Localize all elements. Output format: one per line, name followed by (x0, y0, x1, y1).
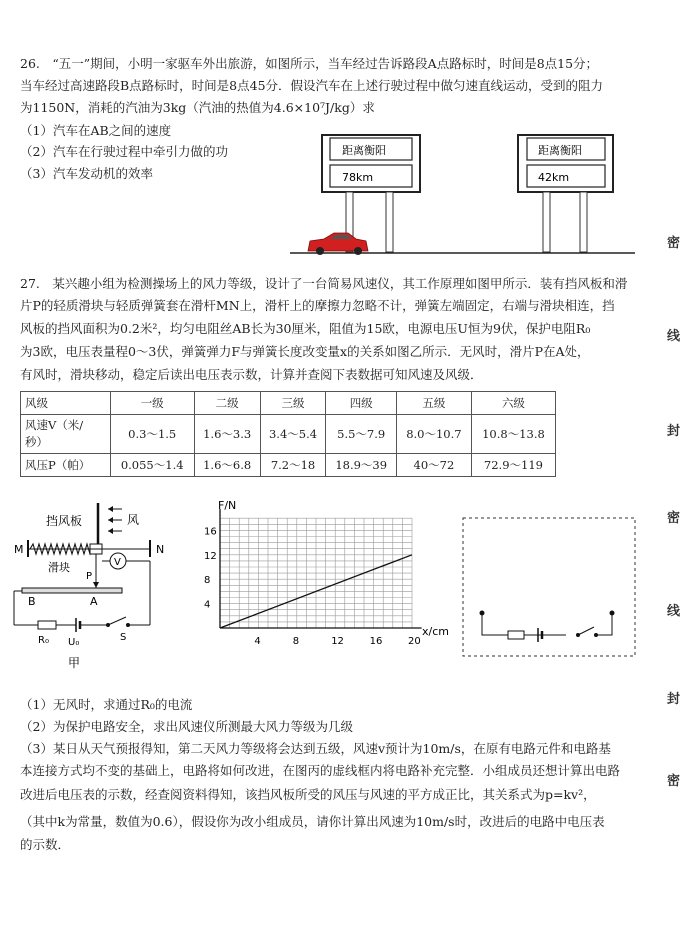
table-header-cell: 六级 (471, 392, 555, 415)
sign-b-value: 42km (538, 171, 570, 184)
binding-mark: 线 (666, 604, 680, 619)
x-tick-label: 16 (369, 636, 383, 647)
table-header-cell: 一级 (110, 392, 194, 415)
table-cell: 40～72 (396, 454, 471, 477)
table-cell: 1.6～6.8 (194, 454, 260, 477)
label-slider: 滑块 (48, 561, 70, 574)
resistor-symbol (508, 631, 524, 639)
table-cell: 3.4～5.4 (260, 415, 326, 454)
binding-mark: 密 (666, 236, 680, 251)
graph-ylabel: F/N (218, 499, 237, 512)
q27-line3: 风板的挡风面积为0.2米²，均匀电阻丝AB长为30厘米，阻值为15欧，电源电压U恒为9伏，保护电阻R₀ (20, 321, 591, 336)
label-a: A (90, 595, 98, 608)
y-tick-label: 8 (204, 575, 211, 587)
table-header-cell: 风级 (21, 392, 111, 415)
q26-sub2: （2）汽车在行驶过程中牵引力做的功 (20, 144, 228, 159)
q27-sub2: （2）为保护电路安全，求出风速仪所测最大风力等级为几级 (20, 719, 353, 734)
table-cell: 72.9～119 (471, 454, 555, 477)
road-sign-figure (290, 135, 640, 265)
q26-sub3: （3）汽车发动机的效率 (20, 166, 153, 181)
table-cell: 10.8～13.8 (471, 415, 555, 454)
table-row (21, 392, 556, 415)
binding-mark: 密 (666, 774, 680, 789)
graph-grid (220, 518, 412, 628)
y-tick-label: 16 (204, 526, 217, 538)
label-v: V (114, 557, 121, 568)
table-row (21, 415, 556, 454)
sign-b-title: 距离衡阳 (538, 144, 582, 157)
table-cell: 0.055～1.4 (110, 454, 194, 477)
caption-jia: 甲 (68, 656, 81, 670)
q26-sub1: （1）汽车在AB之间的速度 (20, 123, 172, 138)
table-cell: 18.9～39 (326, 454, 396, 477)
dashed-circuit-box (462, 517, 638, 659)
binding-mark: 封 (666, 692, 680, 707)
q27-sub3-line5: 的示数． (20, 837, 71, 852)
x-tick-label: 12 (331, 636, 344, 647)
label-p: P (86, 571, 93, 582)
q27-line1: 27. 某兴趣小组为检测操场上的风力等级，设计了一台简易风速仪，其工作原理如图甲所示．装有挡风板和滑 (20, 276, 628, 291)
graph-ticks (204, 526, 421, 647)
wind-level-table (20, 391, 556, 477)
table-cell: 8.0～10.7 (396, 415, 471, 454)
q26-line3: 为1150N，消耗的汽油为3kg（汽油的热值为4.6×10⁷J/kg）求 (20, 100, 375, 115)
x-tick-label: 8 (292, 636, 300, 647)
table-cell: 5.5～7.9 (326, 415, 396, 454)
y-tick-label: 12 (204, 550, 217, 562)
circuit-diagram-jia (10, 495, 180, 675)
q27-line4: 为3欧，电压表量程0～3伏，弹簧弹力F与弹簧长度改变量x的关系如图乙所示．无风时，滑片P在A处， (20, 344, 590, 359)
label-wind: 风 (127, 513, 140, 527)
label-board: 挡风板 (46, 514, 83, 528)
table-row-label (21, 415, 111, 454)
table-cell: 1.6～3.3 (194, 415, 260, 454)
sign-a-title: 距离衡阳 (342, 144, 386, 157)
table-row-label: 风压P（帕） (21, 454, 111, 477)
q26-line1: 26. “五一”期间，小明一家驱车外出旅游，如图所示，当车经过告诉路段A点路标时，时间是8点15分； (20, 56, 599, 71)
x-tick-label: 20 (408, 636, 421, 647)
binding-mark: 密 (666, 511, 680, 526)
label-b: B (28, 595, 36, 608)
q27-sub1: （1）无风时，求通过R₀的电流 (20, 697, 193, 712)
table-header-cell: 三级 (260, 392, 326, 415)
table-cell: 7.2～18 (260, 454, 326, 477)
row-label-part: 风速V（米/ (25, 418, 84, 432)
binding-mark: 封 (666, 424, 680, 439)
table-row (21, 454, 556, 477)
label-m: M (14, 543, 24, 556)
table-header-cell: 五级 (396, 392, 471, 415)
q27-line5: 有风时，滑块移动，稳定后读出电压表示数，计算并查阅下表数据可知风速及风级． (20, 367, 483, 382)
graph-xlabel: x/cm (422, 625, 449, 638)
q26-line2: 当车经过高速路段B点路标时，时间是8点45分．假设汽车在上述行驶过程中做匀速直线运动，受到的阻力 (20, 78, 604, 93)
table-header-cell: 二级 (194, 392, 260, 415)
q27-line2: 片P的轻质滑块与轻质弹簧套在滑杆MN上，滑杆上的摩擦力忽略不计，弹簧左端固定，右端与滑块相连，挡 (20, 298, 615, 313)
x-tick-label: 4 (254, 636, 261, 647)
label-n: N (156, 543, 165, 556)
label-u0: U₀ (68, 637, 80, 648)
y-tick-label: 4 (204, 599, 211, 611)
spring-force-graph (200, 495, 450, 675)
label-r0: R₀ (38, 635, 49, 646)
sign-a-value: 78km (342, 171, 374, 184)
binding-mark: 线 (666, 329, 680, 344)
q27-sub3-line3: 改进后电压表的示数，经查阅资料得知，该挡风板所受的风压与风速的平方成正比，其关系式为p=kv²， (20, 787, 596, 802)
label-s: S (120, 632, 127, 643)
row-label-part: 秒） (25, 435, 48, 449)
q27-sub3-line2: 本连接方式均不变的基础上，电路将如何改进，在图丙的虚线框内将电路补充完整．小组成员还想计算出电路 (20, 763, 621, 778)
table-cell: 0.3～1.5 (110, 415, 194, 454)
table-header-cell: 四级 (326, 392, 396, 415)
q27-sub3-line4: （其中k为常量，数值为0.6），假设你为改小组成员，请你计算出风速为10m/s时，改进后的电路中电压表 (20, 814, 605, 829)
q27-sub3-line1: （3）某日从天气预报得知，第二天风力等级将会达到五级，风速v预计为10m/s，在原有电路元件和电路基 (20, 741, 611, 756)
red-car-icon (308, 233, 368, 255)
